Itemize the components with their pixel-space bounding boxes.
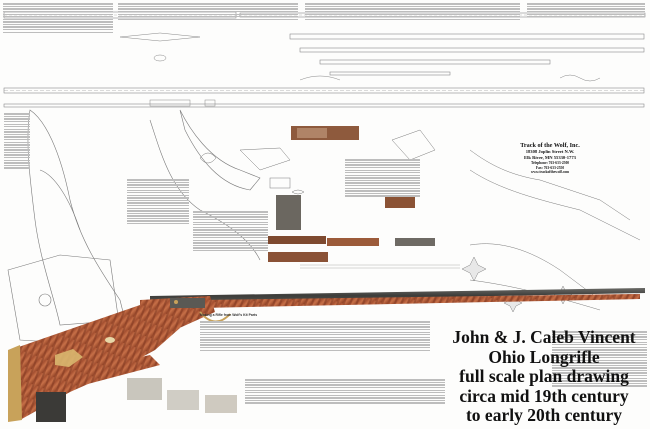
- instructions-block: [200, 320, 430, 375]
- publisher-address: [510, 142, 590, 175]
- title-line-period-end: to early 20th century: [465, 405, 622, 425]
- title-line-maker: John & J. Caleb Vincent: [452, 327, 636, 347]
- notes-block-top-right: [305, 2, 520, 30]
- inlay-star-sketches: [462, 257, 572, 312]
- notes-block-center-left: [127, 178, 189, 258]
- notes-block-far-right: [527, 2, 645, 30]
- small-part-views: [120, 33, 600, 106]
- publisher-phone: Telephone: 763-633-2500: [530, 161, 570, 165]
- notes-block-top-left: [3, 2, 113, 52]
- notes-block-center-right: [345, 158, 420, 228]
- notes-block-center: [193, 210, 268, 285]
- publisher-web: www.trackofthewolf.com: [530, 170, 570, 175]
- drawing-title: [438, 328, 650, 426]
- notes-block-left-column: [4, 112, 30, 212]
- publisher-city: Elk River, MN 55330-1773: [524, 155, 576, 160]
- title-line-model: Ohio Longrifle: [488, 346, 600, 367]
- dimension-lines: [300, 265, 460, 268]
- section-heading: Making a Rifle from Wolf's Kit Parts: [200, 313, 258, 317]
- title-line-description: full scale plan drawing: [459, 366, 629, 386]
- publisher-fax: Fax: 763-633-2550: [535, 165, 565, 170]
- instructions-block-lower: [245, 378, 445, 426]
- publisher-street: 18308 Joplin Street N.W.: [525, 149, 575, 154]
- title-line-period-start: circa mid 19th century: [459, 385, 629, 406]
- notes-block-top-center: [118, 2, 298, 30]
- publisher-name: Track of the Wolf, Inc.: [520, 142, 580, 149]
